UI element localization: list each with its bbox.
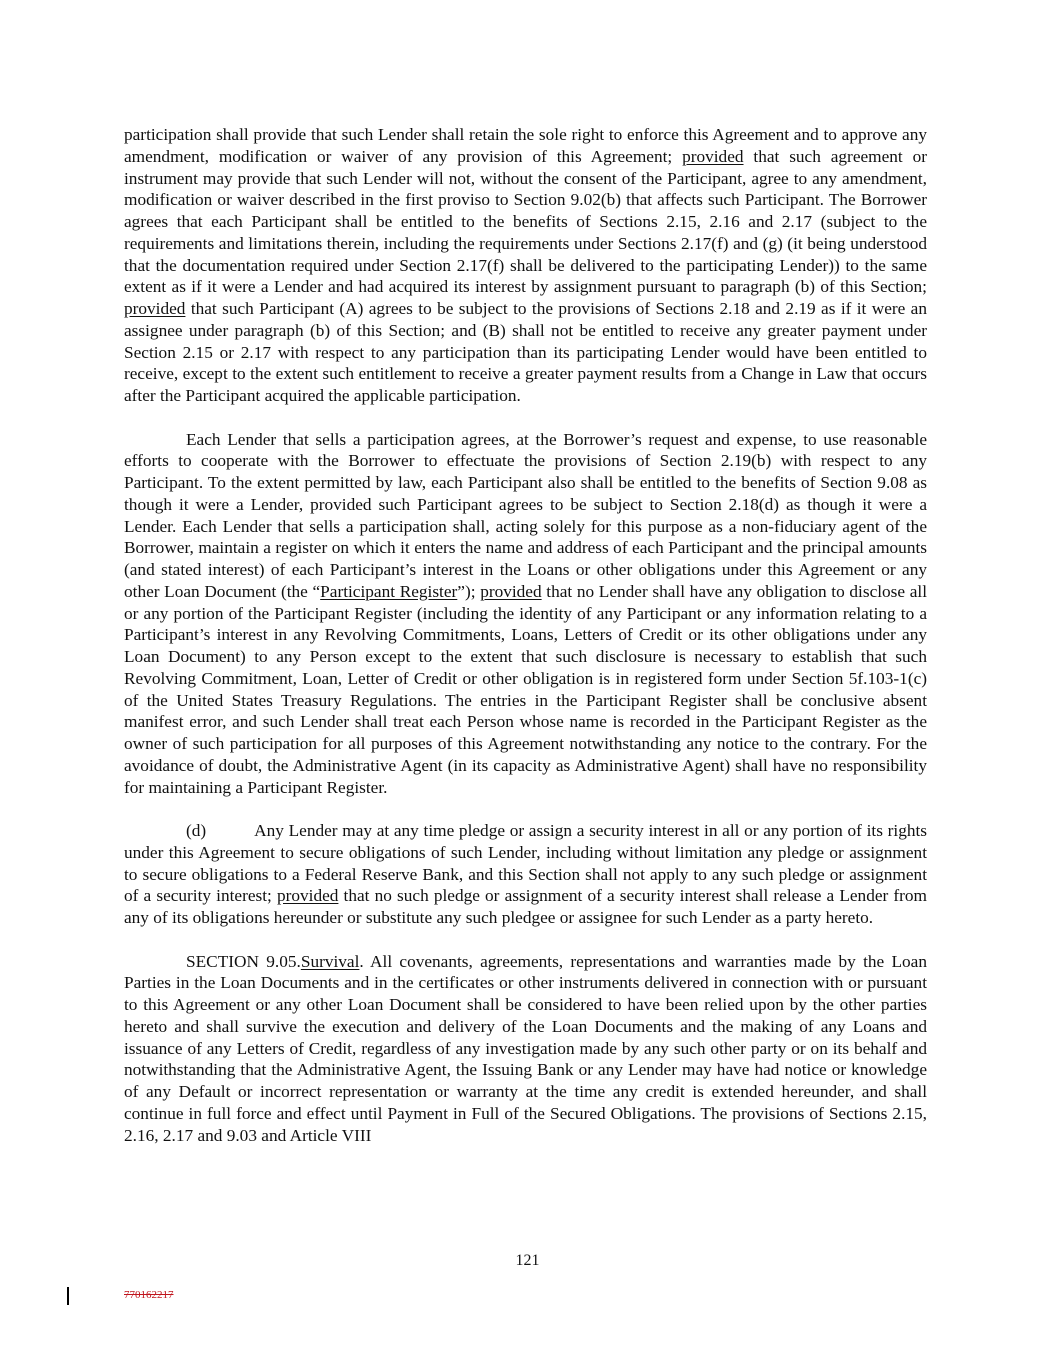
text-run: that such Participant (A) agrees to be subject to the provisions of Sections 2.18 and 2.19 as if it were an assignee under paragraph (b) of this Section; and (B) shall not be entitled to receive any greater payment under Section 2.15 or 2.17 with respect to any participation than its participating Lender would have been entitled to receive, except to the extent such entitlement to receive a greater payment results from a Change in Law that occurs after the Participant acquired the applicable participation. — [124, 299, 927, 405]
underlined-term-provided: provided — [276, 886, 339, 906]
text-run: that such agreement or instrument may provide that such Lender will not, without the consent of the Participant, agree to any amendment, modification or waiver described in the first proviso to Section 9.02(b) that affects such Participant. The Borrower agrees that each Participant shall be entitled to the benefits of Sections 2.15, 2.16 and 2.17 (subject to the requirements and limitations therein, including the requirements under Sections 2.17(f) and (g) (it being understood that the documentation required under Section 2.17(f) shall be delivered to the participating Lender)) to the same extent as if it were a Lender and had acquired its interest by assignment pursuant to paragraph (b) of this Section; — [124, 146, 927, 297]
underlined-term-provided: provided — [682, 146, 744, 166]
clause-label: (d) — [186, 821, 207, 840]
paragraph-d-pledge — [124, 820, 927, 929]
paragraph-participant-register — [124, 429, 927, 799]
page-number: 121 — [515, 1252, 540, 1269]
paragraph-section-9-05 — [124, 951, 927, 1147]
text-run: . All covenants, agreements, representations and warranties made by the Loan Parties in the Loan Documents and in the certificates or other instruments delivered in connection with or pursuant to this Agreement or any other Loan Document shall be considered to have been relied upon by the other parties hereto and shall survive the execution and delivery of the Loan Documents and the making of any Loans and issuance of any Letters of Credit, regardless of any investigation made by any such other party or on its behalf and notwithstanding that the Administrative Agent, the Issuing Bank or any Lender may have had notice or knowledge of any Default or incorrect representation or warranty at the time any credit is extended hereunder, and shall continue in full force and effect until Payment in Full of the Secured Obligations. The provisions of Sections 2.15, 2.16, 2.17 and 9.03 and Article VIII — [124, 951, 927, 1145]
text-run: participation shall provide that such Lender shall retain the sole right to enforce this Agreement and to approve any amendment, modification or waiver of any provision of this Agreement; — [124, 125, 927, 166]
text-run: Any Lender may at any time pledge or assign a security interest in all or any portion of its rights under this Agreement to secure obligations of such Lender, including without limitation any pledge or assignment to secure obligations to a Federal Reserve Bank, and this Section shall not apply to any such pledge or assignment of a security interest; — [124, 821, 927, 906]
text-run: ”); — [457, 581, 481, 601]
section-number: SECTION 9.05. — [186, 951, 301, 971]
revision-change-bar — [67, 1287, 69, 1305]
body-text — [124, 124, 927, 1168]
defined-term-participant-register: Participant Register — [320, 581, 458, 601]
paragraph-participation-rights — [124, 124, 927, 407]
text-run: Each Lender that sells a participation agrees, at the Borrower’s request and expense, to use reasonable efforts to cooperate with the Borrower to effectuate the provisions of Section 2.19(b) with respect to any Participant. To the extent permitted by law, each Participant also shall be entitled to the benefits of Section 9.08 as though it were a Lender, provided such Participant agrees to be subject to Section 2.18(d) as though it were a Lender. Each Lender that sells a participation shall, acting solely for this purpose as a non-fiduciary agent of the Borrower, maintain a register on which it enters the name and address of each Participant and the principal amounts (and stated interest) of each Participant’s interest in the Loans or other obligations under this Agreement or any other Loan Document (the “ — [124, 429, 927, 601]
text-run: that no Lender shall have any obligation to disclose all or any portion of the Participant Register (including the identity of any Participant or any information relating to a Participant’s interest in any Revolving Commitments, Loans, Letters of Credit or its other obligations under any Loan Document) to any Person except to the extent that such disclosure is necessary to establish that such Revolving Commitment, Loan, Letter of Credit or other obligation is in registered form under Section 5f.103-1(c) of the United States Treasury Regulations. The entries in the Participant Register shall be conclusive absent manifest error, and such Lender shall treat each Person whose name is recorded in the Participant Register as the owner of such participation for all purposes of this Agreement notwithstanding any notice to the contrary. For the avoidance of doubt, the Administrative Agent (in its capacity as Administrative Agent) shall have no responsibility for maintaining a Participant Register. — [124, 581, 928, 797]
section-heading-survival: Survival — [300, 951, 360, 971]
text-run: that no such pledge or assignment of a security interest shall release a Lender from any of its obligations hereunder or substitute any such pledgee or assignee for such Lender as a party hereto. — [124, 886, 927, 927]
underlined-term-provided: provided — [124, 299, 186, 318]
underlined-term-provided: provided — [480, 581, 542, 601]
document-id-footer: 770162217 — [124, 1289, 174, 1301]
